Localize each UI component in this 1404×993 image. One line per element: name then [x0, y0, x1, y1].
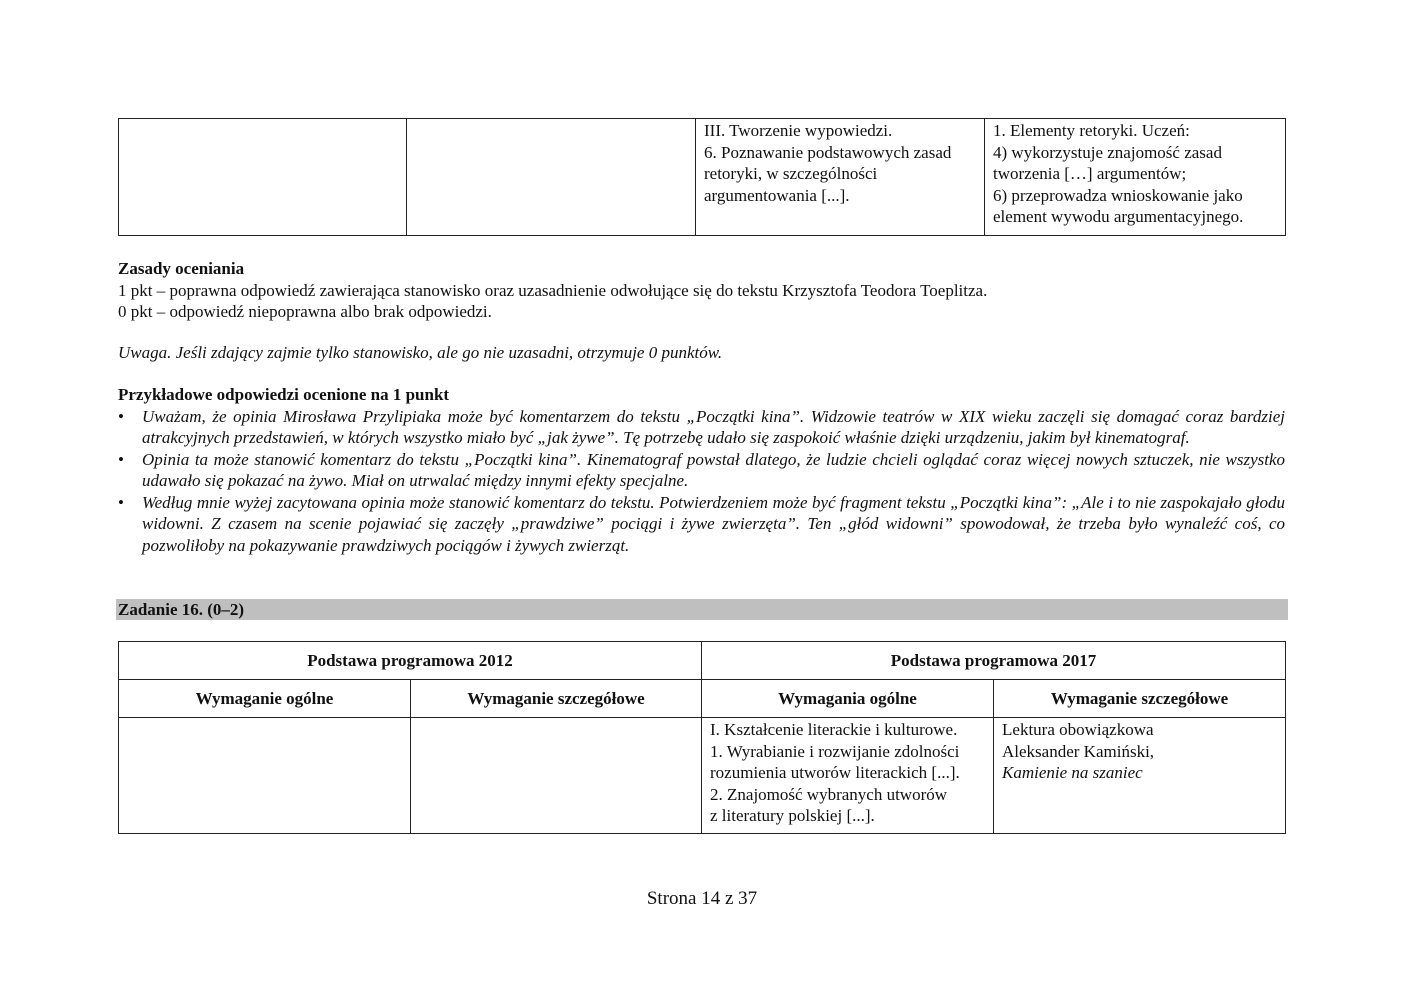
- cell-line: 1. Wyrabianie i rozwijanie zdolności: [710, 741, 960, 761]
- cell-line: 2. Znajomość wybranych utworów: [710, 784, 948, 804]
- table-row: [119, 718, 1286, 834]
- cell-line: 6) przeprowadza wnioskowanie jako: [993, 185, 1243, 205]
- bullet-icon: •: [118, 449, 124, 469]
- subheader-general-2012: Wymaganie ogólne: [119, 680, 411, 718]
- table-subheader-row: [119, 680, 1286, 718]
- cell-line: argumentowania [...].: [704, 185, 850, 205]
- scoring-line-1pt: 1 pkt – poprawna odpowiedź zawierająca stanowisko oraz uzasadnienie odwołujące się do tekstu Krzysztofa Teodora Toeplitza.: [118, 280, 988, 300]
- cell-line: retoryki, w szczególności: [704, 164, 878, 183]
- subheader-specific-2017: Wymaganie szczegółowe: [994, 680, 1286, 718]
- task-heading: Zadanie 16. (0–2): [116, 599, 1288, 620]
- cell-line: Aleksander Kamiński,: [1002, 741, 1155, 761]
- specific-2017-cell: [994, 718, 1286, 834]
- subheader-specific-2012: Wymaganie szczegółowe: [411, 680, 702, 718]
- cell-line: tworzenia […] argumentów;: [993, 164, 1187, 183]
- cell-line: element wywodu argumentacyjnego.: [993, 207, 1244, 226]
- subheader-general-2017: Wymagania ogólne: [702, 680, 994, 718]
- requirements-table-top: [118, 118, 1286, 236]
- list-item: [118, 449, 1285, 492]
- example-text: Według mnie wyżej zacytowana opinia może stanowić komentarz do tekstu. Potwierdzeniem może być fragment tekstu „Początki kina”: „Ale i to nie zaspokajało głodu widowni. Z czasem na scenie pojawiać się zaczęły „prawdziwe” pociągi i żywe zwierzęta”. Ten „głód widowni” spowodował, że trzeba było wynaleźć coś, co pozwoliłoby na pokazywanie prawdziwych pociągów i żywych zwierząt.: [142, 492, 1285, 555]
- specific-2012-cell: [407, 119, 696, 236]
- cell-line: 1. Elementy retoryki. Uczeń:: [993, 121, 1190, 140]
- scoring-rules: [118, 258, 1288, 323]
- header-2012: Podstawa programowa 2012: [119, 642, 702, 680]
- page-number: Strona 14 z 37: [646, 888, 758, 909]
- examples-list: [118, 406, 1285, 557]
- example-text: Opinia ta może stanowić komentarz do tekstu „Początki kina”. Kinematograf powstał dlatego, że ludzie chcieli oglądać coraz więcej nowych sztuczek, nie wszystko udawało się pokazać na żywo. Miał on utrwalać między innymi efekty specjalne.: [142, 449, 1285, 490]
- scoring-line-0pt: 0 pkt – odpowiedź niepoprawna albo brak odpowiedzi.: [118, 302, 492, 321]
- note: Uwaga. Jeśli zdający zajmie tylko stanowisko, ale go nie uzasadni, otrzymuje 0 punktów.: [118, 343, 723, 362]
- general-2012-cell: [119, 718, 411, 834]
- specific-2017-cell: [985, 119, 1286, 236]
- cell-line: 4) wykorzystuje znajomość zasad: [993, 142, 1222, 162]
- cell-line: z literatury polskiej [...].: [710, 806, 875, 825]
- example-answers: [118, 384, 1285, 556]
- example-text: Uważam, że opinia Mirosława Przylipiaka może być komentarzem do tekstu „Początki kina”. Widzowie teatrów w XIX wieku zaczęli się domagać coraz bardziej atrakcyjnych przedstawień, w których wszystko miało być „jak żywe”. Tę potrzebę udało się zaspokoić właśnie dzięki urządzeniu, jakim był kinematograf.: [142, 406, 1285, 447]
- requirements-table: [118, 641, 1286, 834]
- list-item: [118, 406, 1285, 449]
- scoring-title: Zasady oceniania: [118, 259, 245, 278]
- general-2012-cell: [119, 119, 407, 236]
- cell-line: I. Kształcenie literackie i kulturowe.: [710, 720, 958, 739]
- book-title: Kamienie na szaniec: [1002, 763, 1143, 782]
- cell-line: Lektura obowiązkowa: [1002, 720, 1154, 739]
- header-2017: Podstawa programowa 2017: [702, 642, 1286, 680]
- general-2017-cell: [696, 119, 985, 236]
- cell-line: III. Tworzenie wypowiedzi.: [704, 121, 893, 140]
- examples-title: Przykładowe odpowiedzi ocenione na 1 punkt: [118, 385, 450, 404]
- list-item: [118, 492, 1285, 557]
- general-2017-cell: [702, 718, 994, 834]
- cell-line: rozumienia utworów literackich [...].: [710, 763, 960, 782]
- cell-line: 6. Poznawanie podstawowych zasad: [704, 142, 952, 162]
- bullet-icon: •: [118, 406, 124, 426]
- table-row: [119, 119, 1286, 236]
- specific-2012-cell: [411, 718, 702, 834]
- bullet-icon: •: [118, 492, 124, 512]
- table-header-row: [119, 642, 1286, 680]
